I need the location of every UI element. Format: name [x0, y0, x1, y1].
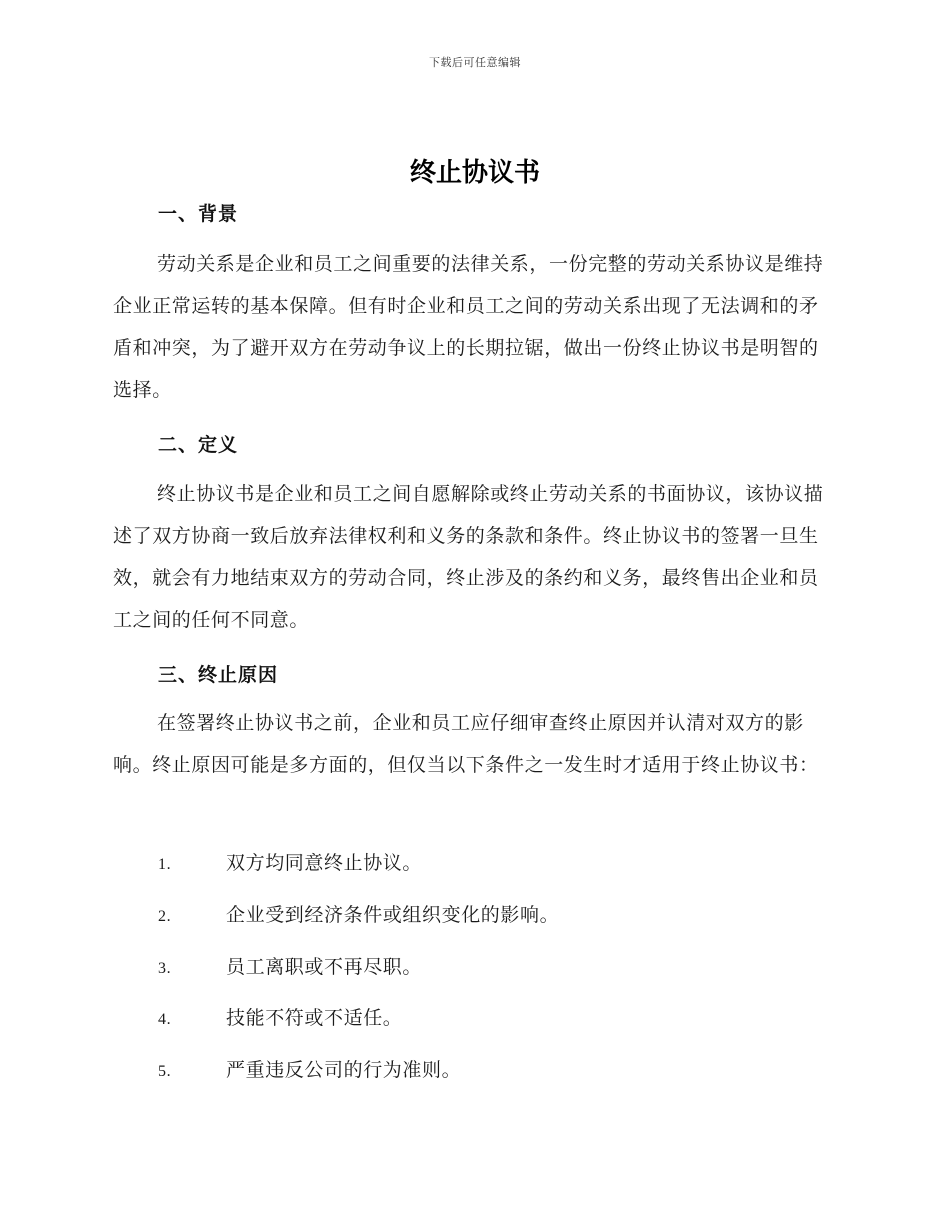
list-text: 员工离职或不再尽职。 — [226, 956, 423, 978]
list-text: 企业受到经济条件或组织变化的影响。 — [226, 904, 560, 926]
list-text: 技能不符或不适任。 — [226, 1007, 403, 1029]
list-number: 1. — [158, 856, 172, 873]
section-paragraph-background: 劳动关系是企业和员工之间重要的法律关系，一份完整的劳动关系协议是维持企业正常运转的基本保障。但有时企业和员工之间的劳动关系出现了无法调和的矛盾和冲突，为了避开双方在劳动争议上的长期拉锯，做出一份终止协议书是明智的选择。 — [113, 253, 824, 401]
list-item — [158, 952, 838, 979]
list-text: 严重违反公司的行为准则。 — [226, 1059, 462, 1081]
list-text: 双方均同意终止协议。 — [226, 852, 423, 874]
list-number: 2. — [158, 908, 172, 925]
section-paragraph-reasons: 在签署终止协议书之前，企业和员工应仔细审查终止原因并认清对双方的影响。终止原因可能是多方面的，但仅当以下条件之一发生时才适用于终止协议书： — [113, 712, 819, 776]
document-title: 终止协议书 — [409, 158, 540, 188]
list-item — [158, 1055, 838, 1082]
list-number: 5. — [158, 1063, 172, 1080]
list-item — [158, 900, 838, 927]
page-header: 下载后可任意编辑 — [429, 56, 521, 69]
list-number: 3. — [158, 960, 172, 977]
section-heading-definition: 二、定义 — [158, 434, 239, 456]
list-item — [158, 848, 838, 875]
list-number: 4. — [158, 1011, 172, 1028]
list-item — [158, 1003, 838, 1030]
section-paragraph-definition: 终止协议书是企业和员工之间自愿解除或终止劳动关系的书面协议，该协议描述了双方协商一致后放弃法律权利和义务的条款和条件。终止协议书的签署一旦生效，就会有力地结束双方的劳动合同，终止涉及的条约和义务，最终售出企业和员工之间的任何不同意。 — [113, 483, 824, 631]
section-heading-reasons: 三、终止原因 — [158, 664, 279, 686]
section-heading-background: 一、背景 — [158, 203, 239, 225]
